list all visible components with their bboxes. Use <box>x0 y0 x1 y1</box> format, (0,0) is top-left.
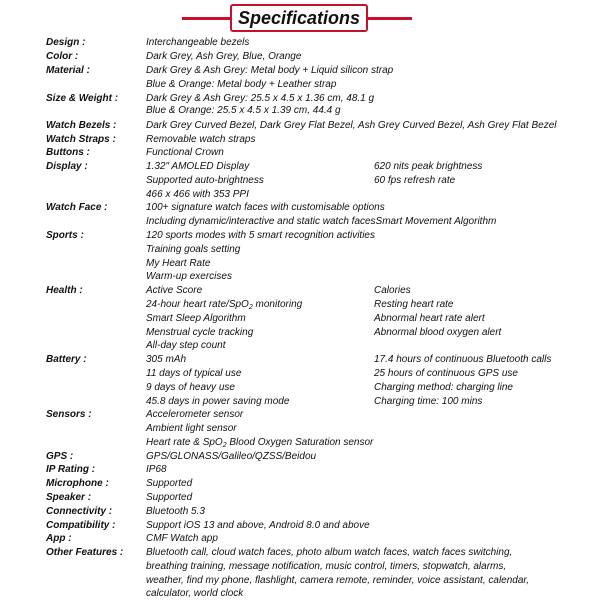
other-features-value: weather, find my phone, flashlight, camera remote, reminder, voice assistant, calendar, <box>146 575 529 586</box>
health-value: Resting heart rate <box>374 299 454 310</box>
health-value: Abnormal heart rate alert <box>374 313 485 324</box>
battery-value: Charging method: charging line <box>374 382 513 393</box>
app-value: CMF Watch app <box>146 533 218 544</box>
watch-face-value: 100+ signature watch faces with customisable options <box>146 202 385 213</box>
watch-straps-value: Removable watch straps <box>146 134 256 145</box>
battery-value: 9 days of heavy use <box>146 382 235 393</box>
other-features-value: calculator, world clock <box>146 588 244 599</box>
buttons-value: Functional Crown <box>146 147 224 158</box>
battery-value: 17.4 hours of continuous Bluetooth calls <box>374 354 552 365</box>
health-value: Abnormal blood oxygen alert <box>374 327 502 338</box>
display-label: Display : <box>46 161 88 172</box>
watch-straps-label: Watch Straps : <box>46 134 116 145</box>
display-value: 1.32" AMOLED Display <box>146 161 250 172</box>
watch-face-label: Watch Face : <box>46 202 108 213</box>
microphone-value: Supported <box>146 478 193 489</box>
sports-value: My Heart Rate <box>146 258 211 269</box>
sensors-label: Sensors : <box>46 409 92 420</box>
sensors-value: Heart rate & SpO$_2$ Blood Oxygen Saturation sensor <box>146 437 374 449</box>
health-value: All-day step count <box>146 340 226 351</box>
size-weight-value: Blue & Orange: 25.5 x 4.5 x 1.39 cm, 44.4 g <box>146 105 341 116</box>
color-value: Dark Grey, Ash Grey, Blue, Orange <box>146 51 302 62</box>
design-label: Design : <box>46 37 86 48</box>
health-label: Health : <box>46 285 83 296</box>
watch-bezels-label: Watch Bezels : <box>46 120 117 131</box>
size-weight-value: Dark Grey & Ash Grey: 25.5 x 4.5 x 1.36 cm, 48.1 g <box>146 93 375 104</box>
sports-value: Training goals setting <box>146 244 241 255</box>
gps-value: GPS/GLONASS/Galileo/QZSS/Beidou <box>146 451 317 462</box>
display-value: 60 fps refresh rate <box>374 175 456 186</box>
health-value: Active Score <box>146 285 203 296</box>
health-value: Smart Sleep Algorithm <box>146 313 246 324</box>
material-label: Material : <box>46 65 90 76</box>
battery-value: 45.8 days in power saving mode <box>146 396 290 407</box>
ip-rating-label: IP Rating : <box>46 464 96 475</box>
header <box>0 4 600 34</box>
connectivity-label: Connectivity : <box>46 506 113 517</box>
size-weight-label: Size & Weight : <box>46 93 119 104</box>
microphone-label: Microphone : <box>46 478 109 489</box>
battery-value: Charging time: 100 mins <box>374 396 483 407</box>
sensors-value: Accelerometer sensor <box>146 409 244 420</box>
gps-label: GPS : <box>46 451 74 462</box>
display-value: 620 nits peak brightness <box>374 161 483 172</box>
buttons-label: Buttons : <box>46 147 90 158</box>
battery-value: 305 mAh <box>146 354 187 365</box>
battery-label: Battery : <box>46 354 87 365</box>
display-value: Supported auto-brightness <box>146 175 264 186</box>
display-value: 466 x 466 with 353 PPI <box>146 189 249 200</box>
sports-value: 120 sports modes with 5 smart recognition activities <box>146 230 375 241</box>
other-features-value: Bluetooth call, cloud watch faces, photo album watch faces, watch faces switching, <box>146 547 513 558</box>
material-value: Blue & Orange: Metal body + Leather strap <box>146 79 337 90</box>
header-rule-left <box>182 17 230 20</box>
sports-value: Warm-up exercises <box>146 271 232 282</box>
other-features-label: Other Features : <box>46 547 124 558</box>
health-value: 24-hour heart rate/SpO$_2$ monitoring <box>146 299 303 311</box>
compatibility-label: Compatibility : <box>46 520 116 531</box>
battery-value: 11 days of typical use <box>146 368 242 379</box>
color-label: Color : <box>46 51 79 62</box>
other-features-value: breathing training, message notification, music control, timers, stopwatch, alarms, <box>146 561 507 572</box>
material-value: Dark Grey & Ash Grey: Metal body + Liquid silicon strap <box>146 65 394 76</box>
sensors-value: Ambient light sensor <box>146 423 237 434</box>
header-rule-right <box>368 17 412 20</box>
design-value: Interchangeable bezels <box>146 37 250 48</box>
health-value: Calories <box>374 285 411 296</box>
page-title: Specifications <box>230 4 368 32</box>
sports-label: Sports : <box>46 230 84 241</box>
app-label: App : <box>46 533 72 544</box>
watch-bezels-value: Dark Grey Curved Bezel, Dark Grey Flat Bezel, Ash Grey Curved Bezel, Ash Grey Flat Bezel <box>146 120 557 131</box>
battery-value: 25 hours of continuous GPS use <box>374 368 518 379</box>
speaker-value: Supported <box>146 492 193 503</box>
compatibility-value: Support iOS 13 and above, Android 8.0 and above <box>146 520 370 531</box>
connectivity-value: Bluetooth 5.3 <box>146 506 205 517</box>
health-value: Menstrual cycle tracking <box>146 327 254 338</box>
speaker-label: Speaker : <box>46 492 92 503</box>
watch-face-value: Including dynamic/interactive and static watch facesSmart Movement Algorithm <box>146 216 497 227</box>
ip-rating-value: IP68 <box>146 464 167 475</box>
